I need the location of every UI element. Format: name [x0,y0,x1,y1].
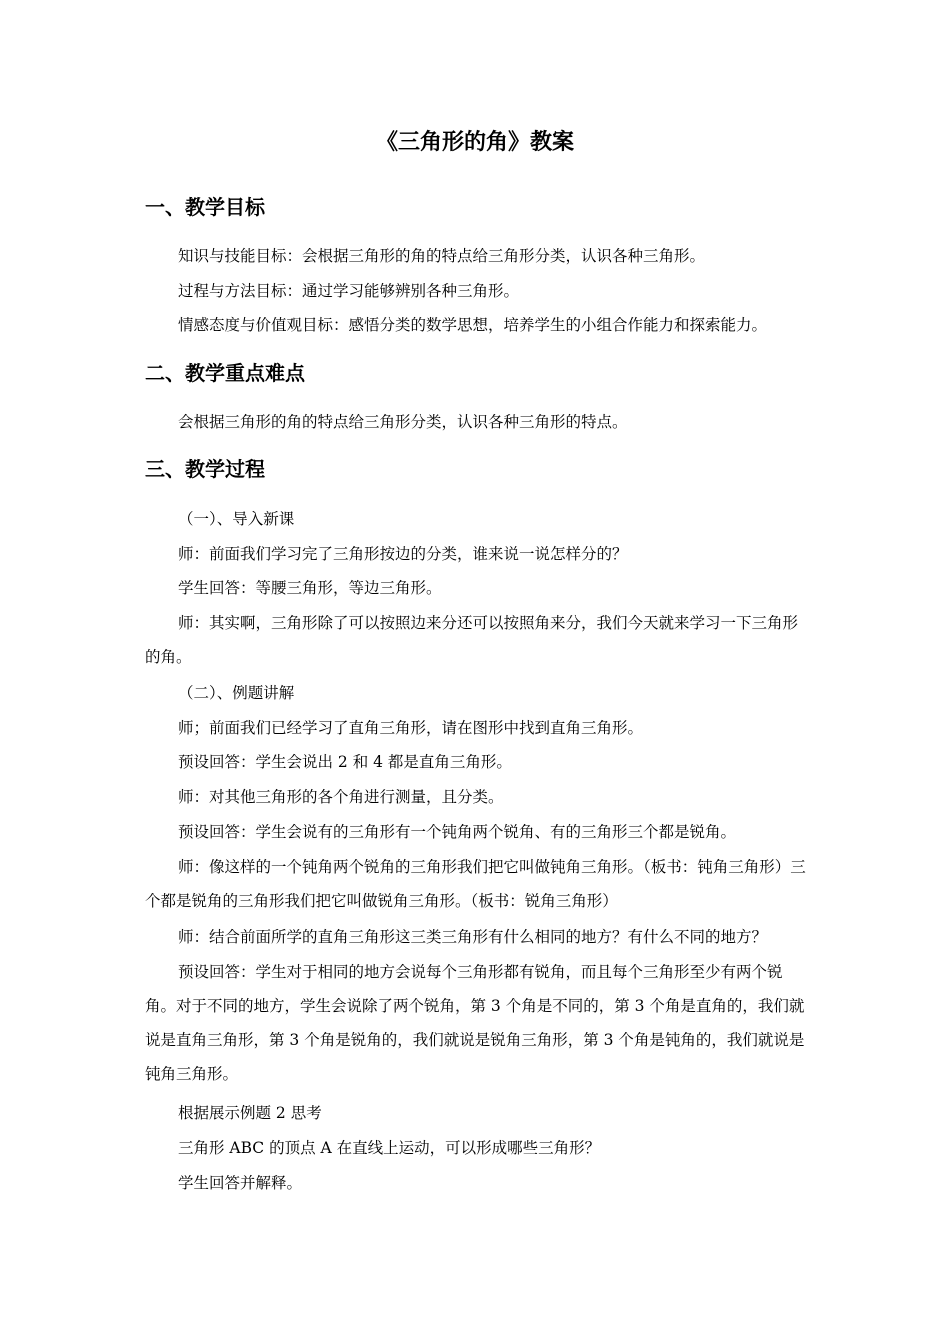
paragraph: 师：其实啊，三角形除了可以按照边来分还可以按照角来分，我们今天就来学习一下三角形的角。 [145,614,799,666]
paragraph: 根据展示例题 2 思考 [178,1104,322,1122]
document-title: 《三角形的角》教案 [375,129,574,155]
section-heading-process: 三、教学过程 [145,457,265,481]
paragraph: 师：像这样的一个钝角两个锐角的三角形我们把它叫做钝角三角形。（板书：钝角三角形）三个都是锐角的三角形我们把它叫做锐角三角形。（板书：锐角三角形） [145,858,806,910]
paragraph: 预设回答：学生会说有的三角形有一个钝角两个锐角、有的三角形三个都是锐角。 [178,823,737,841]
paragraph: 情感态度与价值观目标：感悟分类的数学思想，培养学生的小组合作能力和探索能力。 [178,316,768,334]
subsection-heading: （二）、例题讲解 [178,684,295,702]
paragraph: 三角形 ABC 的顶点 A 在直线上运动，可以形成哪些三角形？ [178,1139,601,1157]
paragraph: 过程与方法目标：通过学习能够辨别各种三角形。 [178,282,520,300]
subsection-heading: （一）、导入新课 [178,510,295,528]
paragraph: 师：结合前面所学的直角三角形这三类三角形有什么相同的地方？有什么不同的地方？ [178,928,768,946]
paragraph: 学生回答并解释。 [178,1174,303,1192]
paragraph: 知识与技能目标：会根据三角形的角的特点给三角形分类，认识各种三角形。 [178,247,706,265]
paragraph: 预设回答：学生对于相同的地方会说每个三角形都有锐角，而且每个三角形至少有两个锐角。对于不同的地方，学生会说除了两个锐角，第 3 个角是不同的，第 3 个角是直角的，我们就说是直角三角形，第 3 个角是锐角的，我们就说是锐角三角形，第 3 个角是钝角的，我们就说是钝角三角形。 [145,963,805,1083]
paragraph: 学生回答：等腰三角形，等边三角形。 [178,579,442,597]
paragraph: 预设回答：学生会说出 2 和 4 都是直角三角形。 [178,753,512,771]
paragraph: 会根据三角形的角的特点给三角形分类，认识各种三角形的特点。 [178,413,628,431]
paragraph: 师：前面我们学习完了三角形按边的分类，谁来说一说怎样分的？ [178,545,628,563]
section-heading-key-points: 二、教学重点难点 [145,361,305,385]
paragraph: 师：对其他三角形的各个角进行测量，且分类。 [178,788,504,806]
section-heading-objectives: 一、教学目标 [145,195,265,219]
paragraph: 师；前面我们已经学习了直角三角形，请在图形中找到直角三角形。 [178,719,644,737]
